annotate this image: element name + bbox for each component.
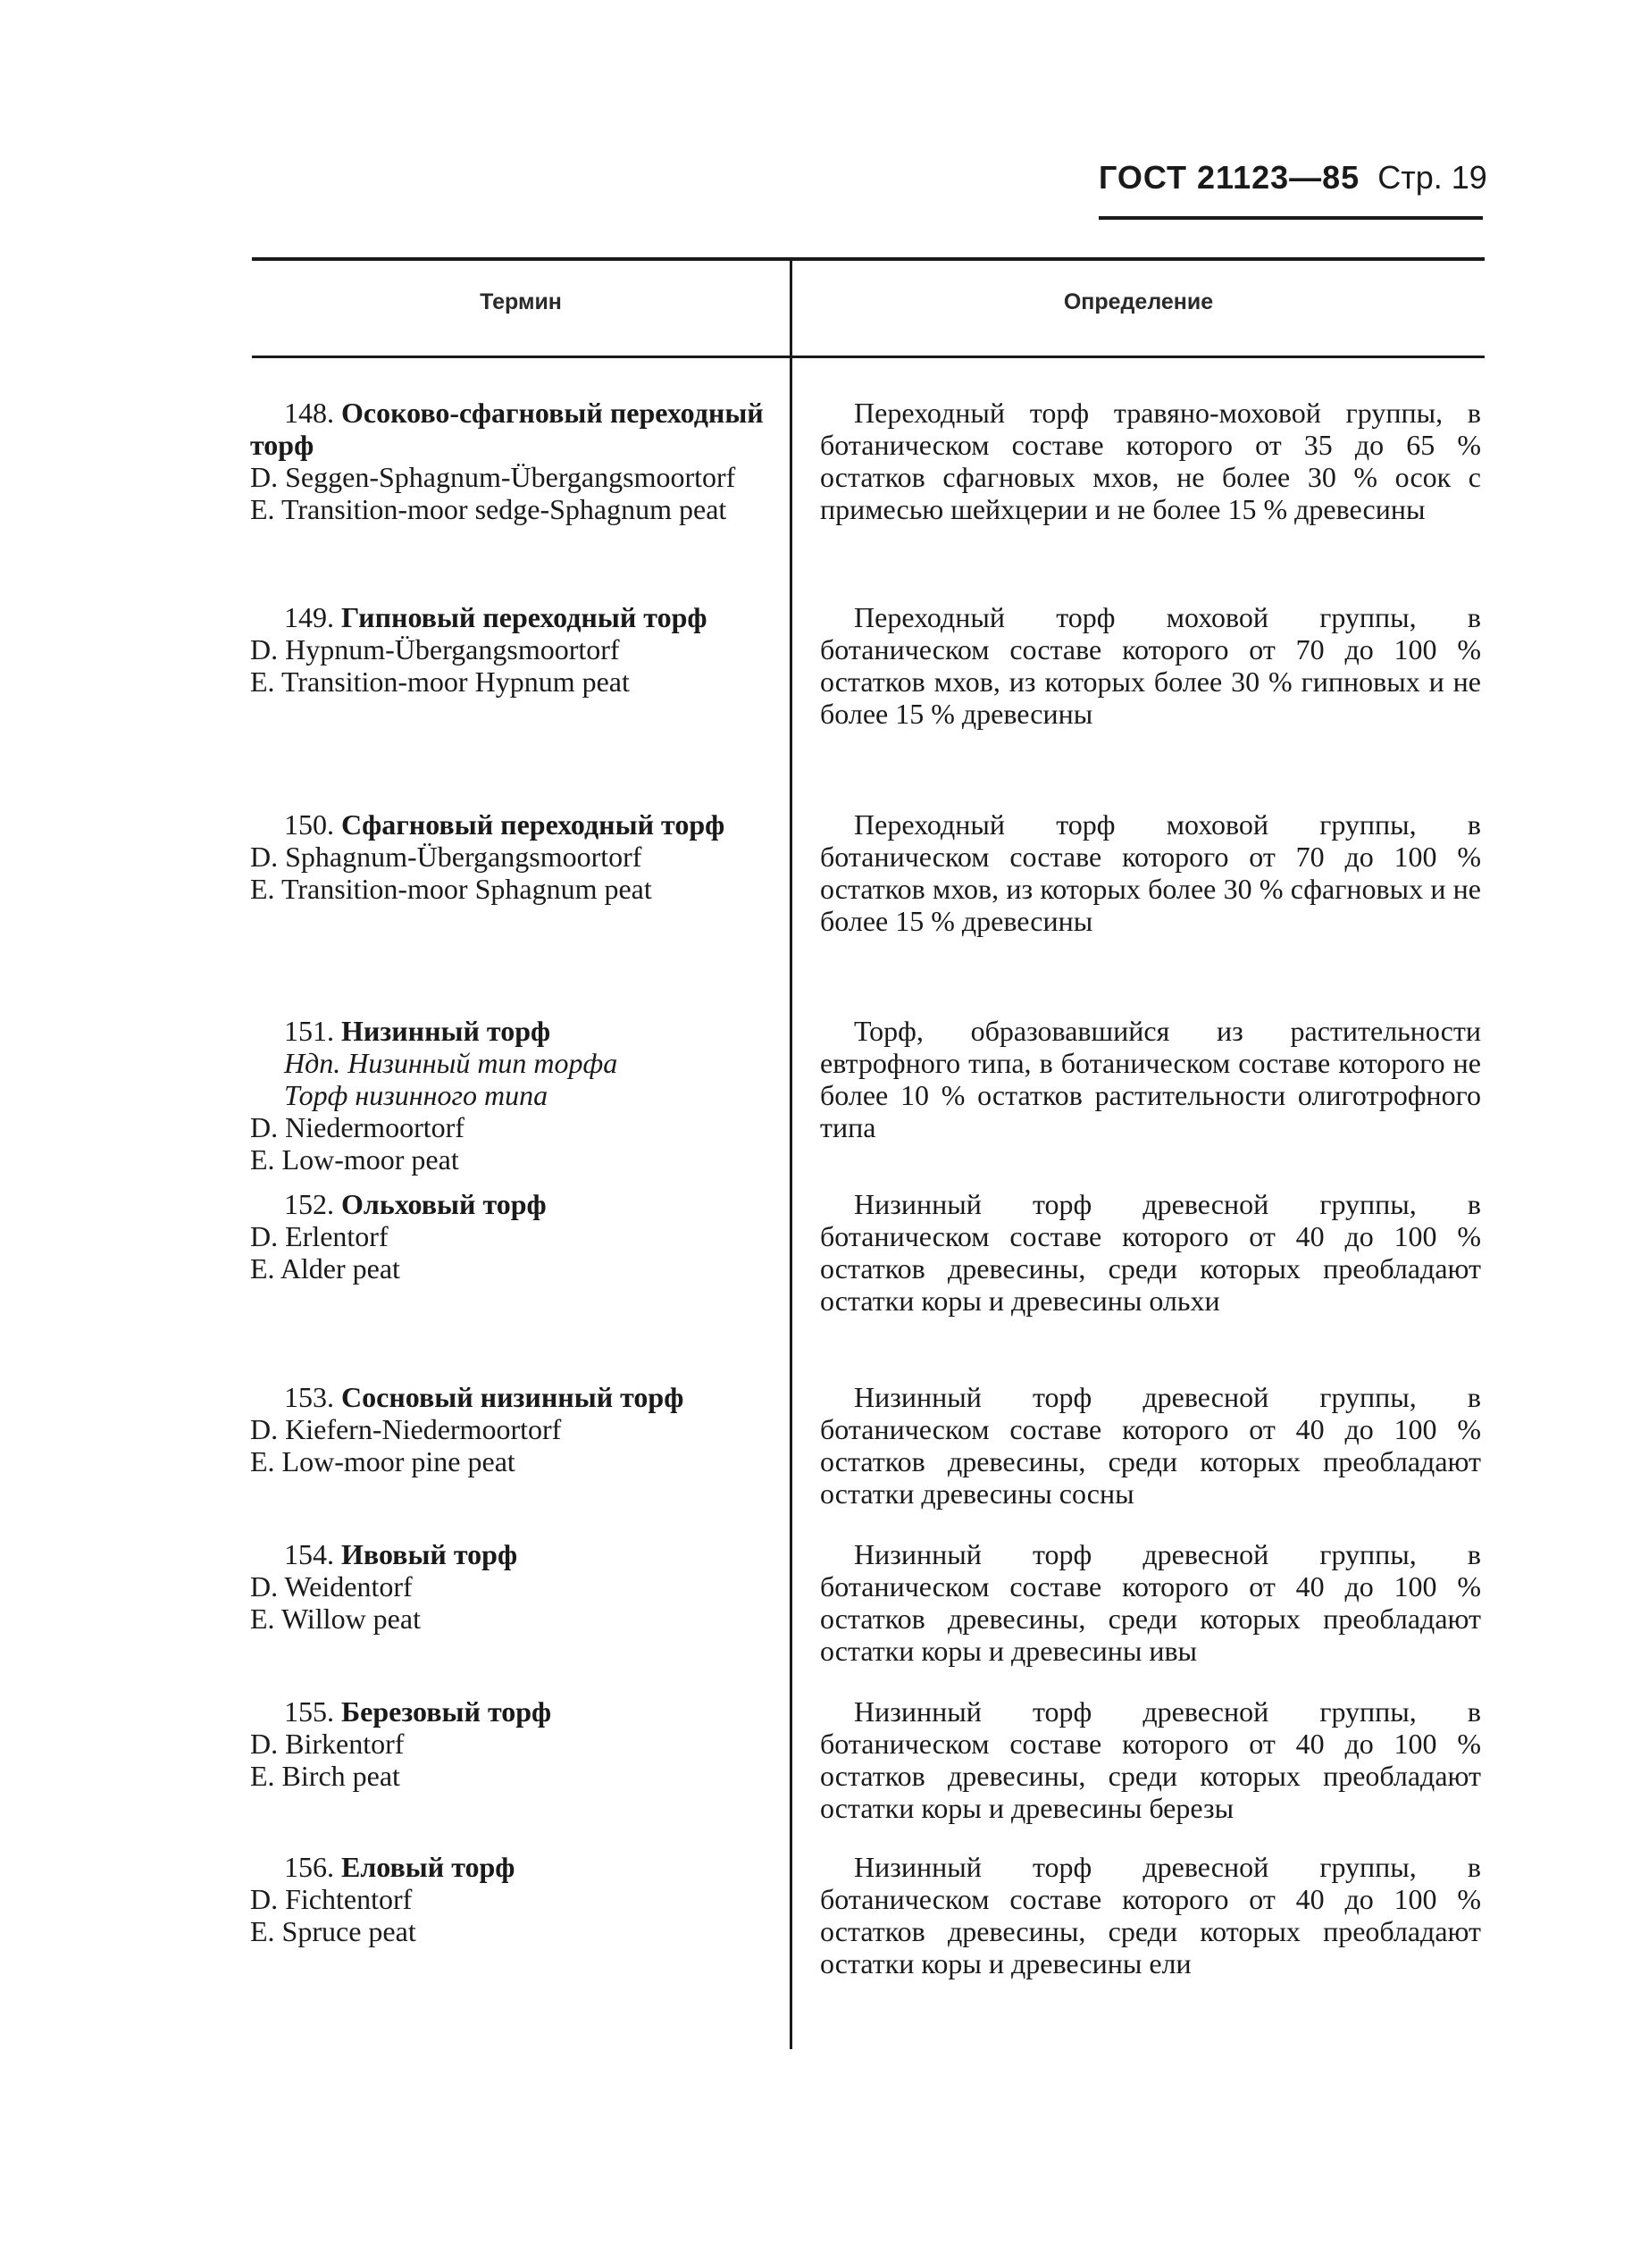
term-german: D. Weidentorf xyxy=(250,1570,413,1603)
term-cell xyxy=(250,1695,777,1792)
term-english: E. Low-moor pine peat xyxy=(250,1445,515,1477)
term-german: D. Sphagnum-Übergangsmoortorf xyxy=(250,841,642,873)
term-german: D. Fichtentorf xyxy=(250,1883,413,1915)
term-english: E. Transition-moor sedge-Sphagnum peat xyxy=(250,493,727,525)
page-number: Стр. 19 xyxy=(1377,159,1487,196)
table-header-rule xyxy=(252,356,1485,358)
term-english: E. Birch peat xyxy=(250,1760,400,1792)
page-header xyxy=(1099,159,1487,197)
term-cell xyxy=(250,808,777,905)
term-cell xyxy=(250,397,777,525)
term-number: 148. xyxy=(284,397,334,429)
term-cell xyxy=(250,1538,777,1635)
term-german: D. Niedermoortorf xyxy=(250,1111,464,1143)
term-english: E. Spruce peat xyxy=(250,1915,416,1947)
term-name: Ольховый торф xyxy=(341,1188,547,1220)
term-definition: Переходный торф травяно-моховой группы, в ботаническом составе которого от 35 до 65 % остатков сфагновых мхов, не более 30 % осок с примесью шейхцерии и не более 15 % древесины xyxy=(820,397,1481,525)
term-definition: Низинный торф древесной группы, в ботаническом составе которого от 40 до 100 % остатков древесины, среди которых преобладают остатки древесины сосны xyxy=(820,1381,1481,1510)
term-definition: Торф, образовавшийся из растительности евтрофного типа, в ботаническом составе которого не более 10 % остатков растительности олиготрофного типа xyxy=(820,1015,1481,1143)
term-german: D. Kiefern-Niedermoortorf xyxy=(250,1413,562,1445)
term-german: D. Erlentorf xyxy=(250,1220,389,1252)
term-name: Гипновый переходный торф xyxy=(341,601,707,633)
table-top-rule xyxy=(252,257,1485,261)
term-synonym: Торф низинного типа xyxy=(284,1079,548,1111)
term-definition: Низинный торф древесной группы, в ботаническом составе которого от 40 до 100 % остатков древесины, среди которых преобладают остатки коры и древесины ивы xyxy=(820,1538,1481,1667)
term-german: D. Seggen-Sphagnum-Übergangsmoortorf xyxy=(250,461,736,493)
term-german: D. Hypnum-Übergangsmoortorf xyxy=(250,633,620,665)
term-cell xyxy=(250,1851,777,1947)
term-name: Еловый торф xyxy=(341,1851,515,1883)
term-name: Сфагновый переходный торф xyxy=(341,808,725,841)
term-name: Осоково-сфагновый переходный торф xyxy=(250,397,764,461)
header-rule xyxy=(1099,216,1483,220)
term-number: 151. xyxy=(284,1015,334,1047)
document-code: ГОСТ 21123—85 xyxy=(1099,159,1360,196)
term-definition: Низинный торф древесной группы, в ботаническом составе которого от 40 до 100 % остатков древесины, среди которых преобладают остатки коры и древесины березы xyxy=(820,1695,1481,1824)
term-name: Низинный торф xyxy=(341,1015,551,1047)
column-header-definition: Определение xyxy=(1063,289,1214,314)
term-number: 152. xyxy=(284,1188,334,1220)
term-definition: Низинный торф древесной группы, в ботаническом составе которого от 40 до 100 % остатков древесины, среди которых преобладают остатки коры и древесины ольхи xyxy=(820,1188,1481,1317)
term-number: 150. xyxy=(284,808,334,841)
term-cell xyxy=(250,1015,777,1176)
term-number: 149. xyxy=(284,601,334,633)
term-definition: Переходный торф моховой группы, в ботаническом составе которого от 70 до 100 % остатков мхов, из которых более 30 % сфагновых и не более 15 % древесины xyxy=(820,808,1481,937)
term-definition: Низинный торф древесной группы, в ботаническом составе которого от 40 до 100 % остатков древесины, среди которых преобладают остатки коры и древесины ели xyxy=(820,1851,1481,1979)
term-definition: Переходный торф моховой группы, в ботаническом составе которого от 70 до 100 % остатков мхов, из которых более 30 % гипновых и не более 15 % древесины xyxy=(820,601,1481,730)
term-synonym: Ндп. Низинный тип торфа xyxy=(284,1047,618,1079)
column-divider xyxy=(790,261,792,2049)
term-english: E. Transition-moor Hypnum peat xyxy=(250,665,630,698)
term-english: E. Low-moor peat xyxy=(250,1143,459,1176)
term-cell xyxy=(250,601,777,698)
term-number: 154. xyxy=(284,1538,334,1570)
term-english: E. Transition-moor Sphagnum peat xyxy=(250,873,652,905)
term-number: 156. xyxy=(284,1851,334,1883)
column-header-term: Термин xyxy=(480,289,562,314)
term-number: 155. xyxy=(284,1695,334,1728)
term-number: 153. xyxy=(284,1381,334,1413)
term-name: Сосновый низинный торф xyxy=(341,1381,684,1413)
term-cell xyxy=(250,1188,777,1285)
term-english: E. Alder peat xyxy=(250,1252,400,1285)
term-cell xyxy=(250,1381,777,1477)
term-english: E. Willow peat xyxy=(250,1603,421,1635)
term-name: Березовый торф xyxy=(341,1695,552,1728)
term-german: D. Birkentorf xyxy=(250,1728,405,1760)
term-name: Ивовый торф xyxy=(341,1538,518,1570)
